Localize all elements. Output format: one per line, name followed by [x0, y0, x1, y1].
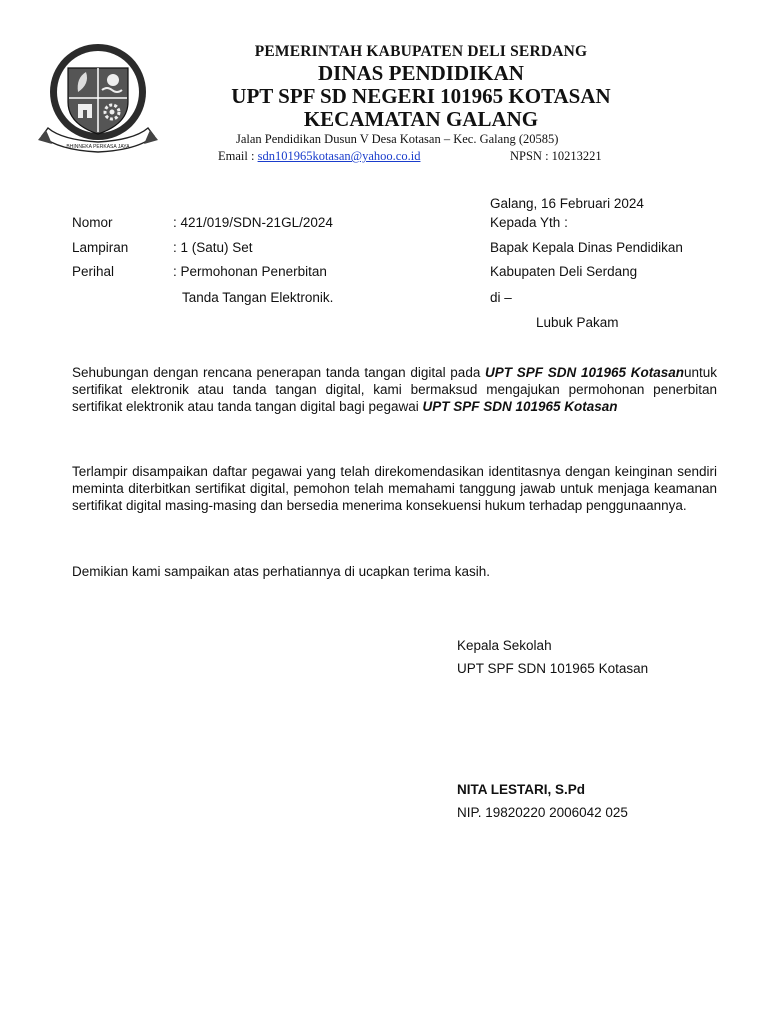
- nomor-value: : 421/019/SDN-21GL/2024: [173, 215, 333, 230]
- deli-serdang-logo: [38, 40, 158, 164]
- paragraph-2: Terlampir disampaikan daftar pegawai yang telah direkomendasikan identitasnya dengan keinginan sendiri meminta diterbitkan sertifikat digital, pemohon telah memahami tanggung jawab untuk menjaga keamanan sertifikat digital masing-masing dan bersedia menerima konsekuensi hukum terhadap penggunaannya.: [72, 464, 717, 513]
- email-label: Email :: [218, 149, 258, 163]
- kop-government: PEMERINTAH KABUPATEN DELI SERDANG: [254, 43, 588, 60]
- lampiran-value: : 1 (Satu) Set: [173, 240, 253, 255]
- recipient-line-4: di –: [490, 290, 512, 305]
- recipient-line-1: Kepada Yth :: [490, 215, 568, 230]
- p1-school-name-2: UPT SPF SDN 101965 Kotasan: [422, 399, 618, 414]
- signer-nip: NIP. 19820220 2006042 025: [457, 805, 628, 820]
- perihal-label: Perihal: [72, 264, 115, 279]
- email-link[interactable]: sdn101965kotasan@yahoo.co.id: [257, 149, 421, 163]
- lampiran-label: Lampiran: [72, 240, 129, 255]
- kop-department: DINAS PENDIDIKAN: [318, 61, 524, 85]
- recipient-line-2: Bapak Kepala Dinas Pendidikan: [490, 240, 683, 255]
- recipient-line-3: Kabupaten Deli Serdang: [490, 264, 638, 279]
- place-date: Galang, 16 Februari 2024: [490, 196, 644, 211]
- kop-district: KECAMATAN GALANG: [303, 107, 539, 131]
- sign-title-1: Kepala Sekolah: [457, 638, 552, 653]
- paragraph-3: Demikian kami sampaikan atas perhatiannya di ucapkan terima kasih.: [72, 564, 490, 579]
- svg-text:BHINNEKA PERKASA JAYA: BHINNEKA PERKASA JAYA: [66, 144, 130, 150]
- nomor-label: Nomor: [72, 215, 113, 230]
- paragraph-1: [72, 364, 717, 415]
- p1-school-name-1: UPT SPF SDN 101965 Kotasan: [485, 365, 684, 380]
- perihal-value-2: Tanda Tangan Elektronik.: [182, 290, 334, 305]
- p1-text-a: Sehubungan dengan rencana penerapan tanda tangan digital pada: [72, 365, 486, 380]
- signer-name: NITA LESTARI, S.Pd: [457, 782, 585, 797]
- kop-address: Jalan Pendidikan Dusun V Desa Kotasan – Kec. Galang (20585): [236, 132, 559, 146]
- recipient-line-5: Lubuk Pakam: [536, 315, 619, 330]
- kop-school: UPT SPF SD NEGERI 101965 KOTASAN: [231, 84, 611, 108]
- kop-email-line: [218, 149, 420, 164]
- sign-title-2: UPT SPF SDN 101965 Kotasan: [457, 661, 649, 676]
- p1-text-c: untuk sertifikat elektronik atau tanda tangan digital, kami bermaksud mengajukan permohonan penerbitan sertifikat elektronik atau tanda tangan digital bagi pegawai: [72, 365, 717, 414]
- perihal-value-1: : Permohonan Penerbitan: [173, 264, 327, 279]
- kop-npsn: NPSN : 10213221: [510, 149, 602, 163]
